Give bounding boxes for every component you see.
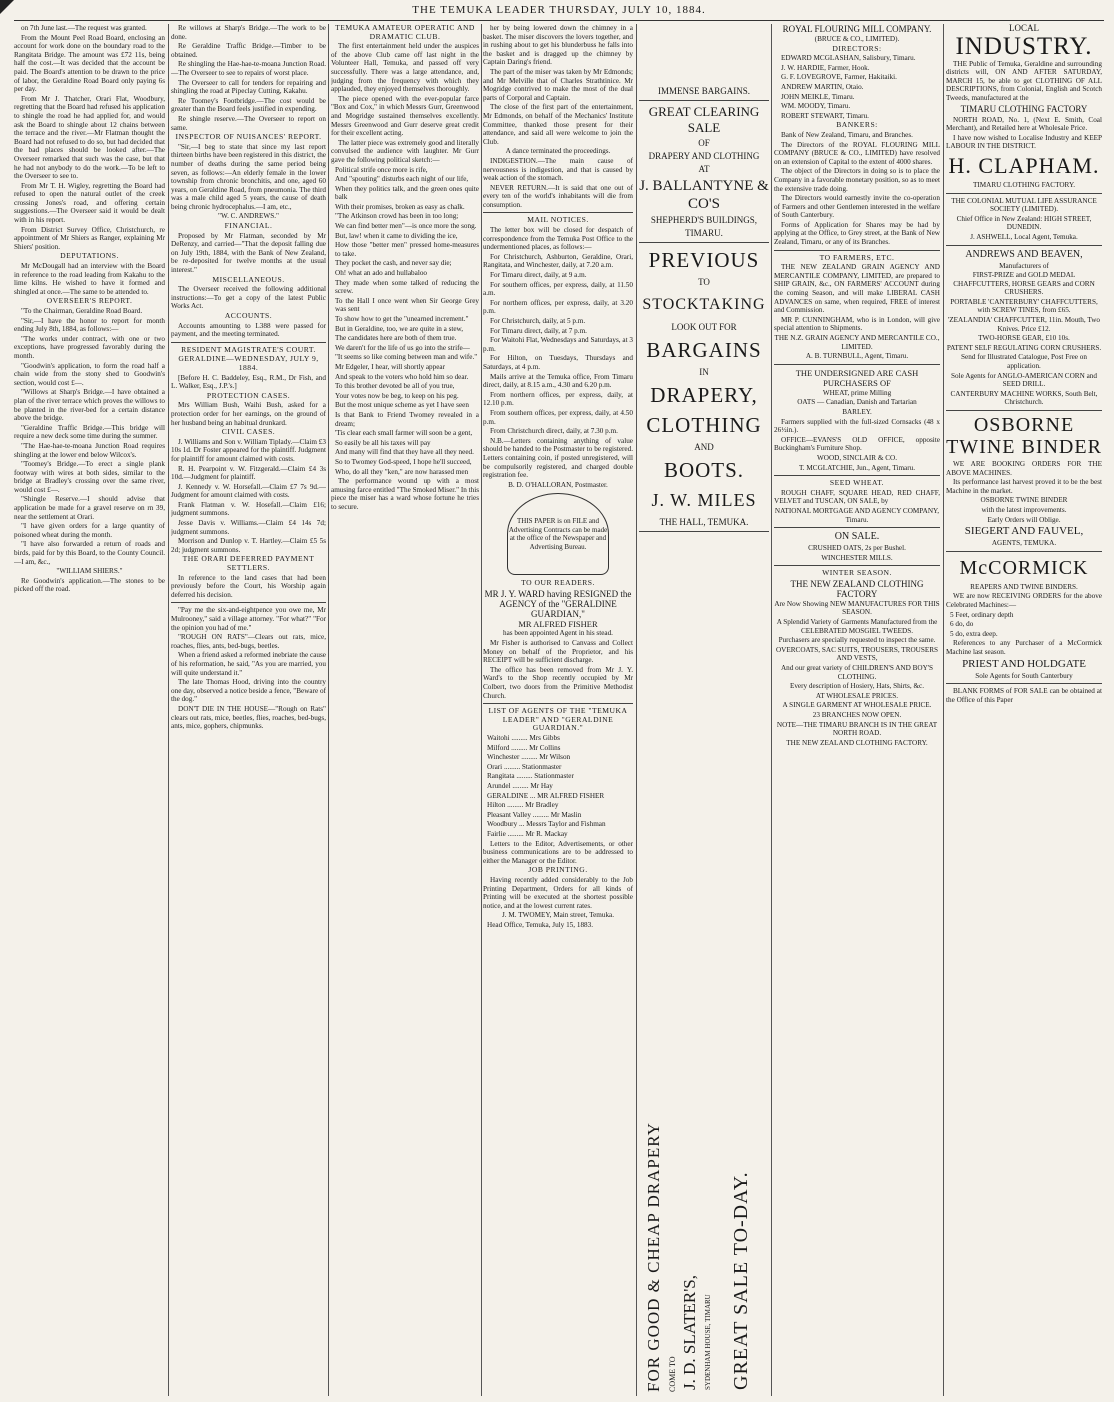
- divider: [946, 193, 1102, 194]
- paragraph: From the Mount Peel Road Board, enclosing an account for work done on the boundary road to the Rangitata Bridge. The amount was £72 11s, being half the cost.—It was decided that the account be paid. The Board's attention to be drawn to the price of labor, the Geraldine Road Board only paying 6s per day.: [14, 33, 165, 94]
- verse-line: But the most unique scheme as yet I have seen: [335, 401, 469, 410]
- paragraph: When a friend asked a reformed inebriate the cause of his reformation, he said, "As you are married, you will quite understand it.": [171, 651, 326, 677]
- ad-headline: TO FARMERS, ETC.: [819, 252, 895, 262]
- section-heading: MISCELLANEOUS.: [212, 274, 285, 284]
- ad-line: NOTE—THE TIMARU BRANCH IS IN THE GREAT NORTH ROAD.: [776, 720, 938, 738]
- ad-line: A SINGLE GARMENT AT WHOLESALE PRICE.: [782, 701, 932, 710]
- section-heading: OVERSEER'S REPORT.: [46, 296, 133, 306]
- paragraph: References to any Purchaser of a McCormick Machine last season.: [946, 639, 1102, 656]
- section-heading: PROTECTION CASES.: [206, 390, 291, 400]
- paragraph: "To the Chairman, Geraldine Road Board.: [21, 307, 143, 315]
- paragraph: The late Thomas Hood, driving into the country one day, observed a notice beside a fence, "Beware of the dog.": [171, 678, 326, 704]
- dateline: Head Office, Temuka, July 15, 1883.: [487, 920, 594, 929]
- ad-line: OVERCOATS, SAC SUITS, TROUSERS, TROUSERS AND VESTS,: [775, 645, 939, 663]
- ad-line: And our great variety of CHILDREN'S AND BOY'S CLOTHING.: [780, 664, 934, 681]
- divider: [639, 242, 769, 243]
- agent-row: Woodbury ... Messrs Taylor and Fishman: [487, 820, 606, 829]
- vertical-ad-line: SYDENHAM HOUSE, TIMARU: [704, 1294, 712, 1390]
- ad-subheading: DIRECTORS:: [832, 43, 882, 53]
- ad-headline: THE NEW ZEALAND CLOTHING FACTORY: [790, 578, 924, 599]
- verse-line: 'Tis clear each small farmer will soon be a gent,: [335, 429, 473, 438]
- ad-line: 5 Feet, ordinary depth: [950, 610, 1014, 619]
- divider: [171, 602, 326, 603]
- ad-headline: CLOTHING: [646, 413, 762, 437]
- paragraph: on 7th June last.—The request was granted.: [21, 24, 147, 32]
- ad-line: Sole Agents for ANGLO-AMERICAN CORN and SEED DRILL.: [951, 371, 1097, 389]
- paragraph: The Overseer received the following additional instructions:—To get a copy of the latest Public Works Act.: [171, 285, 326, 311]
- paragraph: Mails arrive at the Temuka office, From Timaru direct, daily, at 8.15 a.m., 4.30 and 6.20 p.m.: [483, 372, 633, 390]
- verse-line: But in Geraldine, too, we are quite in a stew,: [335, 324, 464, 333]
- ad-subheading: BANKERS:: [836, 120, 878, 130]
- ad-line: THE HALL, TEMUKA.: [659, 517, 749, 527]
- ad-line: REAPERS AND TWINE BINDERS.: [970, 582, 1078, 591]
- paragraph: From District Survey Office, Christchurch, re appointment of Mr Shiers as Ranger, explaining Mr Shiers' position.: [14, 225, 165, 251]
- paragraph: I have now wished to Localise Industry and KEEP LABOUR IN THE DISTRICT.: [946, 133, 1102, 151]
- verse-line: We can find better men"—is once more the song.: [335, 222, 477, 231]
- paragraph: Mrs William Bush, Waihi Bush, asked for a protection order for her earnings, on the ground of her husband being an habitual drunkard.: [171, 401, 326, 427]
- ad-line: Bank of New Zealand, Timaru, and Branches.: [781, 130, 913, 139]
- ad-line: ROUGH CHAFF, SQUARE HEAD, RED CHAFF, VELVET and TUSCAN, ON SALE, by: [774, 488, 940, 506]
- ad-line: LOCAL: [1009, 24, 1039, 33]
- divider: [946, 551, 1102, 552]
- paragraph: For northern offices, per express, daily, at 3.20 p.m.: [483, 298, 633, 316]
- ad-headline: INDUSTRY.: [955, 32, 1093, 60]
- paragraph: From Mr T. H. Wigley, regretting the Board had refused to open the natural outlet of the creek crossing Jones's road, and offering certain suggestions.—The Overseer said it would be dealt with in his report.: [14, 181, 165, 225]
- ad-headline: WINTER SEASON.: [822, 568, 892, 578]
- paragraph: Frank Flatman v. W. Hosefall.—Claim £16; judgment summons.: [171, 500, 326, 518]
- signature: A. B. TURNBULL, Agent, Timaru.: [805, 352, 909, 361]
- paragraph: Forms of Application for Shares may be had by applying at the Office, to Grey street, at the Bank of New Zealand, Timaru, or any of its Branches.: [774, 220, 940, 247]
- paragraph: Re willows at Sharp's Bridge.—The work to be done.: [171, 24, 326, 41]
- ad-line: WHEAT, prime Milling: [822, 388, 892, 397]
- ad-line: DRAPERY AND CLOTHING: [648, 151, 760, 161]
- verse-line: Your votes now be beg, to keep on his peg.: [335, 391, 459, 400]
- column-rule: [481, 24, 482, 1396]
- paragraph: Having recently added considerably to the Job Printing Department, Orders for all kinds of Printing will be executed at the shortest possible notice, and at the lowest current rates.: [483, 875, 633, 910]
- paragraph: The office has been removed from Mr J. Y. Ward's to the Shop recently occupied by Mr Colbert, two doors from the Primitive Methodist Church.: [483, 665, 633, 700]
- ad-headline: ANDREWS AND BEAVEN,: [965, 248, 1083, 260]
- verse-line: Oh! what an ado and hullabaloo: [335, 269, 428, 278]
- divider: [483, 703, 633, 704]
- ad-line: ROBERT STEWART, Timaru.: [781, 111, 869, 120]
- ad-line: Purchasers are specially requested to inspect the same.: [778, 636, 936, 645]
- paragraph: The piece opened with the ever-popular farce "Box and Cox," in which Messrs Gurr, Greenwood and Mogridge sustained themselves excellently. Messrs Greenwood and Gurr deserve great credit for their excellent acting.: [331, 94, 479, 138]
- dateline: GERALDINE—WEDNESDAY, JULY 9, 1884.: [178, 354, 319, 372]
- paragraph: In reference to the land cases that had been previously before the Court, his Worship again deferred his decision.: [171, 573, 326, 599]
- ad-line: AT: [698, 164, 710, 174]
- signature: NATIONAL MORTGAGE AND AGENCY COMPANY, Timaru.: [774, 506, 940, 524]
- ad-line: WM. MOODY, Timaru.: [781, 102, 851, 111]
- ad-line: JOHN MEIKLE, Timaru.: [781, 92, 855, 101]
- ad-line: SHEPHERD'S BUILDINGS,: [650, 215, 758, 225]
- paragraph: DON'T DIE IN THE HOUSE—"Rough on Rats" clears out rats, mice, beetles, flies, roaches, bed-bugs, ants, mice, gophers, chipmunks.: [171, 704, 326, 731]
- verse-line: With their promises, broken as easy as chalk.: [335, 202, 465, 211]
- paragraph: has been appointed Agent in his stead.: [503, 629, 613, 638]
- verse-line: We daren't for the life of us go into the strife—: [335, 343, 470, 352]
- paragraph: her by being lowered down the chimney in a basket. The miser discovers the lovers together, and in rushing about to get his blunderbuss he falls into the basket and is dragged up the chimney by Captain Daring's friend.: [483, 24, 633, 67]
- paragraph: J. Williams and Son v. William Tiplady.—Claim £3 10s 1d. Dr Foster appeared for the plaintiff. Judgment for plaintiff for amount claimed with costs.: [171, 437, 326, 463]
- paragraph: MR P. CUNNINGHAM, who is in London, will give special attention to Shipments.: [774, 315, 940, 333]
- ad-line: FIRST-PRIZE and GOLD MEDAL CHAFFCUTTERS, HORSE GEARS and CORN CRUSHERS.: [953, 271, 1095, 297]
- agent-row: Waitohi ......... Mrs Gibbs: [487, 734, 560, 742]
- ad-line: Chief Office in New Zealand: HIGH STREET, DUNEDIN.: [956, 214, 1092, 232]
- agent-row: Winchester ......... Mr Wilson: [487, 753, 571, 762]
- divider: [774, 475, 940, 476]
- ad-line: Farmers supplied with the full-sized Cornsacks (48 x 26½in.).: [774, 417, 940, 435]
- divider: [774, 364, 940, 365]
- section-heading: JOB PRINTING.: [528, 865, 588, 875]
- paragraph: THE NEW ZEALAND GRAIN AGENCY AND MERCANTILE COMPANY, LIMITED, are prepared to SHIP GRAIN, &c., ON FARMERS' ACCOUNT during the coming Season, and will make LIBERAL CASH ADVANCES on same, when required, FREE of interest and Commission.: [774, 263, 940, 315]
- verse-line: "The Atkinson crowd has been in too long;: [335, 212, 459, 221]
- ad-line: 5 do, extra deep.: [950, 629, 998, 638]
- paragraph: "ROUGH ON RATS"—Clears out rats, mice, roaches, flies, ants, bed-bugs, beetles.: [171, 633, 326, 650]
- paragraph: Mr McDougall had an interview with the Board in reference to the road leading from Kakahu to the lime kilns. He wished to have it formed and shingled at once.—The same to be attended to.: [14, 262, 165, 296]
- paragraph: "Goodwin's application, to form the road half a chain wide from the stony shed to Goodwin's section, would cost £—.: [14, 361, 165, 387]
- ad-line: J. W. HARDIE, Farmer, Hook.: [781, 63, 870, 72]
- ad-line: TWO-HORSE GEAR, £10 10s.: [978, 334, 1070, 343]
- ad-merchant: J. W. MILES: [651, 490, 757, 510]
- agent-row: Rangitata ......... Stationmaster: [487, 772, 574, 781]
- ad-line: OATS — Canadian, Danish and Tartarian: [797, 398, 917, 407]
- paragraph: For southern offices, per express, daily, at 11.50 a.m.: [483, 280, 633, 298]
- ad-line: A Splendid Variety of Garments Manufactured from the CELEBRATED MOSGIEL TWEEDS.: [776, 618, 938, 635]
- ad-line: Every description of Hosiery, Hats, Shirts, &c.: [789, 682, 925, 691]
- ad-line: OF: [698, 138, 710, 148]
- verse-line: And many will find that they have all they need.: [335, 448, 474, 457]
- ad-line: Are Now Showing NEW MANUFACTURES FOR THIS SEASON.: [774, 599, 940, 617]
- ad-headline: TIMARU CLOTHING FACTORY: [960, 103, 1088, 114]
- divider: [774, 565, 940, 566]
- vertical-ad-line: COME TO: [668, 1356, 677, 1392]
- ad-headline: ROYAL FLOURING MILL COMPANY.: [782, 24, 932, 34]
- ad-headline: OSBORNE TWINE BINDER: [946, 414, 1102, 458]
- paragraph: The Directors of the ROYAL FLOURING MILL COMPANY (BRUCE & CO., LIMITED) have resolved on an extension of Capital to the extent of 4000 shares.: [774, 140, 940, 166]
- column-dramatic-club: [331, 24, 479, 1396]
- agent-row: GERALDINE ... MR ALFRED FISHER: [487, 791, 605, 800]
- verse-line: Who, do all they "ken," are now harassed men: [335, 467, 469, 476]
- ad-line: 23 BRANCHES NOW OPEN.: [812, 711, 902, 719]
- column-rule: [636, 24, 637, 1396]
- paragraph: Re Geraldine Traffic Bridge.—Timber to be obtained.: [171, 42, 326, 59]
- ad-line: Send for Illustrated Catalogue, Post Free on application.: [961, 353, 1087, 371]
- paragraph: Proposed by Mr Flatman, seconded by Mr DeRenzy, and carried—"That the deposit falling due on July 19th, 1884, with the Bank of New Zealand, be re-deposited for twelve months at the usual interest.": [171, 231, 326, 275]
- ad-merchant: SIEGERT AND FAUVEL,: [964, 525, 1084, 538]
- verse-line: "It seems so like coming between man and wife.": [335, 353, 478, 362]
- column-rule: [943, 24, 944, 1396]
- verse-line: And speak to the voters who hold him so dear.: [335, 372, 469, 381]
- ad-line: CRUSHED OATS, 2s per Bushel.: [808, 544, 906, 553]
- paragraph: "Willows at Sharp's Bridge.—I have obtained a plan of the river terrace which proves the willows to be planted in the river-bed for a certain distance above the bridge.: [14, 388, 165, 423]
- paragraph: The Overseer to call for tenders for repairing and shingling the road at Pipeclay Cutting, Kakahu.: [171, 78, 326, 96]
- verse-line: They pocket the cash, and never say die;: [335, 259, 452, 268]
- column-rule: [771, 24, 772, 1396]
- ad-line: with the latest improvements.: [981, 505, 1067, 514]
- paragraph: "Shingle Reserve.—I should advise that application be made for a gravel reserve on rn 39, near the settlement at Orari.: [14, 495, 165, 521]
- verse-line: Mr Edgeler, I hear, will shortly appear: [335, 362, 445, 371]
- verse-line: And "spouting" disturbs each night of our life,: [335, 175, 469, 184]
- divider: [774, 250, 940, 251]
- column-reports: [171, 24, 326, 1396]
- paragraph: "Sir,—I have the honor to report for month ending July 8th, 1884, as follows:—: [14, 316, 165, 334]
- ad-line: ANDREW MARTIN, Otaio.: [781, 82, 864, 91]
- ad-line: BARLEY.: [842, 407, 872, 416]
- ad-line: THE N.Z. GRAIN AGENCY AND MERCANTILE CO., LIMITED.: [774, 334, 940, 351]
- verse-line: To the Hall I once went when Sir George Grey was sent: [335, 296, 479, 314]
- signature: THE NEW ZEALAND CLOTHING FACTORY.: [786, 738, 928, 747]
- paragraph: Letters to the Editor, Advertisements, or other business communications are to be addressed to either the Manager or the Editor.: [483, 839, 633, 865]
- divider: [639, 531, 769, 532]
- paragraph: "Geraldine Traffic Bridge.—This bridge will require a new deck some time during the summer.: [14, 423, 165, 441]
- paragraph: R. H. Pearpoint v. W. Fitzgerald.—Claim £4 3s 10d.—Judgment for plaintiff.: [171, 464, 326, 482]
- paragraph: "The works under contract, with one or two exceptions, have progressed favorably during the month.: [14, 334, 165, 360]
- paragraph: The Directors would earnestly invite the co-operation of Farmers and other Gentlemen interested in the welfare of South Canterbury.: [774, 194, 940, 220]
- column-mail-notices: [483, 24, 633, 1396]
- signature: "W. C. ANDREWS.": [218, 212, 279, 221]
- verse-line: The candidates here are both of them true.: [335, 334, 457, 343]
- verse-line: But, law! when it came to dividing the ice,: [335, 231, 458, 240]
- section-heading: ACCOUNTS.: [224, 311, 273, 320]
- signature: WINCHESTER MILLS.: [821, 553, 893, 562]
- column-road-board: [14, 24, 165, 1396]
- ad-line: WOOD, SINCLAIR & CO.: [816, 453, 898, 462]
- agent-row: Hilton ......... Mr Bradley: [487, 801, 559, 810]
- verse-line: How those "better men" pressed home-measures to take.: [335, 241, 479, 258]
- column-commercial-ads: [774, 24, 940, 1396]
- paragraph: The first entertainment held under the auspices of the above Club came off last night in the Volunteer Hall, Temuka, and passed off very successfully. There was a large attendance, and, judging from the frequency with which they applauded, they enjoyed themselves thoroughly.: [331, 42, 479, 94]
- paragraph: Re Goodwin's application.—The stones to be picked off the road.: [14, 576, 165, 594]
- paragraph: Re Toomey's Footbridge.—The cost would be greater than the Board feels justified in expending.: [171, 96, 326, 114]
- ad-line: AND: [694, 442, 714, 452]
- paragraph: NORTH ROAD, No. 1, (Next E. Smith, Coal Merchant), and Retailed here at Wholesale Price.: [946, 115, 1102, 133]
- paragraph: Re shingling the Hae-hae-te-moana Junction Road.—The Overseer to see to repairs of worst place.: [171, 60, 326, 77]
- verse-line: Political strife once more is rife,: [335, 165, 428, 174]
- paragraph: "Pay me the six-and-eightpence you owe me, Mr Mulrooney," said a village attorney. "For what?" "For the opinion you had of me.": [171, 606, 326, 632]
- ad-line: OFFICE—EVANS'S OLD OFFICE, opposite Buckingham's Furniture Shop.: [774, 435, 940, 453]
- ad-line: IN: [699, 367, 709, 377]
- vertical-ad-headline: GREAT SALE TO-DAY.: [730, 1171, 752, 1390]
- paragraph: For Timaru direct, daily, at 9 a.m.: [490, 271, 587, 280]
- section-heading: RESIDENT MAGISTRATE'S COURT.: [181, 344, 316, 354]
- section-heading: TO OUR READERS.: [521, 578, 595, 588]
- paragraph: For Timaru direct, daily, at 7 p.m.: [490, 326, 587, 335]
- section-heading: FINANCIAL.: [224, 221, 273, 231]
- section-heading: INSPECTOR OF NUISANCES' REPORT.: [175, 132, 322, 142]
- signature: "WILLIAM SHIERS.": [56, 567, 123, 576]
- paragraph: The close of the first part of the entertainment, Mr Edmonds, on behalf of the Mechanics' Institute Committee, thanked those present for their attendance, and said all were welcome to join the Club.: [483, 103, 633, 146]
- section-heading: DEPUTATIONS.: [60, 251, 119, 261]
- paragraph: WE are now RECEIVING ORDERS for the above Celebrated Machines:—: [946, 592, 1102, 609]
- agent-row: Orari ......... Stationmaster: [487, 762, 562, 771]
- section-heading: CIVIL CASES.: [221, 427, 276, 437]
- ad-line: Manufacturers of: [999, 261, 1049, 270]
- ad-headline: THE COLONIAL MUTUAL LIFE ASSURANCE SOCIETY (LIMITED).: [951, 196, 1097, 214]
- section-heading: TEMUKA AMATEUR OPERATIC AND DRAMATIC CLUB.: [335, 24, 475, 41]
- notice-heading: MR J. Y. WARD having RESIGNED the AGENCY of the "GERALDINE GUARDIAN,": [484, 588, 632, 619]
- ad-line: IMMENSE BARGAINS.: [657, 86, 750, 96]
- ad-line: LOOK OUT FOR: [671, 322, 737, 332]
- ad-line: G. F. LOVEGROVE, Farmer, Hakitaiki.: [781, 73, 897, 82]
- paragraph: "I have given orders for a large quantity of poisoned wheat during the month.: [14, 522, 165, 539]
- paragraph: From northern offices, per express, daily, at 12.10 p.m.: [483, 390, 633, 408]
- paragraph: From southern offices, per express, daily, at 4.50 p.m.: [483, 408, 633, 426]
- divider: [946, 683, 1102, 684]
- ad-headline: BARGAINS: [646, 338, 762, 362]
- paragraph: For Christchurch, Ashburton, Geraldine, Orari, Rangitata, and Winchester, daily, at 7.20 a.m.: [483, 252, 633, 270]
- ad-headline: GREAT CLEARING SALE: [648, 104, 760, 135]
- page-masthead: THE TEMUKA LEADER THURSDAY, JULY 10, 1884.: [14, 4, 1104, 21]
- verse-line: When they politics talk, and the green ones quite balk: [335, 184, 479, 202]
- paragraph: A dance terminated the proceedings.: [505, 147, 611, 156]
- signature: J. M. TWOMEY, Main street, Temuka.: [501, 911, 615, 920]
- ad-headline: ON SALE.: [834, 531, 880, 543]
- ad-line: TIMARU.: [685, 228, 723, 238]
- paragraph: N.B.—Letters containing anything of value should be handed to the Postmaster to be registered. Letters containing coin, if posted unregistered, will be compulsorily registered, and charged double registration fee.: [483, 436, 633, 480]
- ad-headline: McCORMICK: [959, 556, 1089, 579]
- paragraph: [Before H. C. Baddeley, Esq., R.M., Dr Fish, and L. Walker, Esq., J.P.'s.]: [171, 373, 326, 391]
- paragraph: The letter box will be closed for despatch of correspondence from the Temuka Post Office to the undermentioned places, as follows:—: [483, 226, 633, 252]
- paragraph: WE ARE BOOKING ORDERS FOR THE ABOVE MACHINES.: [946, 460, 1102, 477]
- verse-line: They made when some talked of reducing the screw.: [335, 278, 479, 296]
- paragraph: From Christchurch direct, daily, at 7.30 p.m.: [490, 427, 618, 436]
- ad-line: Sole Agents for South Canterbury: [975, 671, 1073, 680]
- ad-line: TIMARU CLOTHING FACTORY.: [972, 180, 1076, 189]
- divider: [483, 212, 633, 213]
- verse-line: So easily be all his taxes will pay: [335, 438, 431, 447]
- ad-merchant: PRIEST AND HOLDGATE: [962, 657, 1086, 670]
- ad-merchant: H. CLAPHAM.: [948, 152, 1100, 178]
- divider: [639, 100, 769, 101]
- ad-headline: SEED WHEAT.: [829, 478, 885, 488]
- divider: [946, 410, 1102, 411]
- ad-line: OSBORNE TWINE BINDER: [980, 496, 1068, 505]
- paragraph: INDIGESTION.—The main cause of nervousness is indigestion, and that is caused by weak action of the stomach.: [483, 156, 633, 183]
- divider: [774, 527, 940, 528]
- paragraph: For Christchurch, daily, at 5 p.m.: [490, 317, 586, 325]
- signature: T. MCGLATCHIE, Jun., Agent, Timaru.: [798, 463, 916, 472]
- ad-headline: THE UNDERSIGNED ARE CASH PURCHASERS OF: [795, 367, 919, 388]
- ad-merchant: J. BALLANTYNE & CO'S: [639, 178, 769, 212]
- paragraph: For Hilton, on Tuesdays, Thursdays and Saturdays, at 4 p.m.: [483, 354, 633, 371]
- paragraph: "I have also forwarded a return of roads and birds, paid for by this Board, to the County Council.—I am, &c.,: [14, 540, 165, 566]
- signature: B. D. O'HALLORAN, Postmaster.: [508, 480, 608, 489]
- paragraph: THE Public of Temuka, Geraldine and surrounding districts will, ON AND AFTER SATURDAY, MARCH 15, be able to get CLOTHING OF ALL DESCRIPTIONS, from Colonial, English and Scotch Tweeds, manufactured at the: [946, 59, 1102, 102]
- divider: [946, 245, 1102, 246]
- paragraph: From Mr J. Thatcher, Orari Flat, Woodbury, regretting that the Board had refused his application to shingle the road he had applied for, and would ask the Board to shingle about 12 chains between the terrace and the river.—Mr Flatman thought the Board had not refused to do so, but had decided that the bad places should be looked after.—The Overseer remarked that such was the case, but that he had not anybody to do the work.—To be left to the Overseer to see to.: [14, 94, 165, 181]
- paragraph: "Sir,—I beg to state that since my last report thirteen births have been registered in this district, the number of deaths during the same period being seven, as follows:—An elderly female in the lower township from chronic bronchitis, and one, aged 60 years, on Geraldine Road, from pneumonia. The third was a male child aged 5 years, the cause of death being chronic hydrocephalus.—I am, etc.,: [171, 142, 326, 211]
- column-rule: [168, 24, 169, 1396]
- paragraph: The performance wound up with a most amusing farce entitled "The Smoked Miser." In this piece the miser has a ward whose fortune he tries to secure.: [331, 477, 479, 511]
- divider: [171, 342, 326, 343]
- ad-line: PORTABLE 'CANTERBURY' CHAFFCUTTERS, with SCREW TINES, from £65.: [950, 297, 1098, 315]
- vertical-ad-headline: FOR GOOD & CHEAP DRAPERY: [644, 1122, 663, 1392]
- bureau-stamp: THIS PAPER is on FILE and Advertising Contracts can be made at the office of the Newspaper and Advertising Bureau.: [507, 493, 609, 575]
- paragraph: Its performance last harvest proved it to be the best Machine in the market.: [946, 478, 1102, 495]
- ad-line: 6 do, do: [950, 620, 974, 629]
- ad-line: EDWARD MCGLASHAN, Salisbury, Timaru.: [781, 54, 916, 63]
- paragraph: The latter piece was extremely good and literally convulsed the audience with laughter. Mr Gurr gave the following political sketch:—: [331, 138, 479, 164]
- ad-headline: BOOTS.: [663, 458, 745, 482]
- paragraph: BLANK FORMS of FOR SALE can be obtained at the Office of this Paper: [946, 687, 1102, 704]
- signature: J. ASHWELL, Local Agent, Temuka.: [970, 232, 1078, 241]
- column-rule: [328, 24, 329, 1396]
- ad-headline: PREVIOUS: [648, 248, 760, 272]
- ad-line: Early Orders will Oblige.: [987, 515, 1061, 524]
- paragraph: Accounts amounting to L388 were passed for payment, and the meeting terminated.: [171, 321, 326, 339]
- ad-line: TO: [698, 277, 710, 287]
- paragraph: Jesse Davis v. Williams.—Claim £4 14s 7d; judgment summons.: [171, 519, 326, 536]
- ad-headline: DRAPERY,: [650, 383, 758, 407]
- agent-row: Milford ......... Mr Collins: [487, 743, 561, 752]
- section-heading: LIST OF AGENTS OF THE "TEMUKA LEADER" AND "GERALDINE GUARDIAN.": [488, 706, 628, 733]
- section-heading: MAIL NOTICES.: [527, 215, 589, 225]
- paragraph: The part of the miser was taken by Mr Edmonds; and Mr Melville that of Charles Strathtinice. Mr Mogridge contrived to make the most of the dual parts of Corporal and Captain.: [483, 67, 633, 102]
- section-heading: THE ORARI DEFERRED PAYMENT SETTLERS.: [182, 554, 315, 573]
- ad-line: 'ZEALANDIA' CHAFFCUTTER, 11in. Mouth, Two Knives. Price £12.: [947, 316, 1101, 333]
- verse-line: To this brother devoted be all of you true,: [335, 382, 455, 391]
- agent-row: Fairlie ......... Mr R. Mackay: [487, 829, 568, 838]
- paragraph: NEVER RETURN.—It is said that one out of every ten of the world's inhabitants will die from consumption.: [483, 183, 633, 209]
- vertical-ad-merchant: J. D. SLATER'S,: [680, 1275, 699, 1390]
- paragraph: Re shingle reserve.—The Overseer to report on same.: [171, 114, 326, 132]
- paragraph: Mr Fisher is authorised to Canvass and Collect Money on behalf of the Proprietor, and his RECEIPT will be sufficient discharge.: [483, 639, 633, 665]
- verse-line: To show how to get the "unearned increment.": [335, 315, 469, 323]
- ad-line: (BRUCE & CO., LIMITED).: [814, 35, 900, 43]
- ad-headline: STOCKTAKING: [642, 296, 766, 313]
- ad-line: PATENT SELF REGULATING CORN CRUSHERS.: [946, 343, 1102, 352]
- paragraph: Morrison and Dunlop v. T. Hartley.—Claim £5 5s 2d; judgment summons.: [171, 537, 326, 554]
- agent-row: Pleasant Valley ......... Mr Maslin: [487, 810, 582, 819]
- paragraph: The object of the Directors in doing so is to place the Company in a favorable monetary position, so as to meet the extensive trade doing.: [774, 167, 940, 193]
- paragraph: For Waitohi Flat, Wednesdays and Saturdays, at 3 p.m.: [483, 336, 633, 353]
- corner-mark: [0, 0, 14, 14]
- agent-name: MR ALFRED FISHER: [518, 618, 598, 629]
- verse-line: So to Twomey God-speed, I hope he'll succeed,: [335, 457, 472, 466]
- paragraph: "The Hae-hae-te-moana Junction Road requires shingling at the lower end below Wilcox's.: [14, 441, 165, 459]
- agent-row: Arundel ......... Mr Hay: [487, 781, 553, 790]
- paragraph: "Toomey's Bridge.—To erect a single plank footway with wires at both sides, similar to the bridge at Bradley's crossing over the same river, would cost £—.: [14, 460, 165, 494]
- ad-line: AGENTS, TEMUKA.: [991, 539, 1057, 548]
- paragraph: J. Kennedy v. W. Horsefall.—Claim £7 7s 9d.—Judgment for amount claimed with costs.: [171, 482, 326, 500]
- ad-line: AT WHOLESALE PRICES.: [815, 691, 899, 700]
- verse-line: Is that Bank to Friend Twomey revealed in a dream;: [335, 410, 479, 428]
- column-local-industry: [946, 24, 1102, 1396]
- signature: CANTERBURY MACHINE WORKS, South Belt, Christchurch.: [950, 389, 1098, 407]
